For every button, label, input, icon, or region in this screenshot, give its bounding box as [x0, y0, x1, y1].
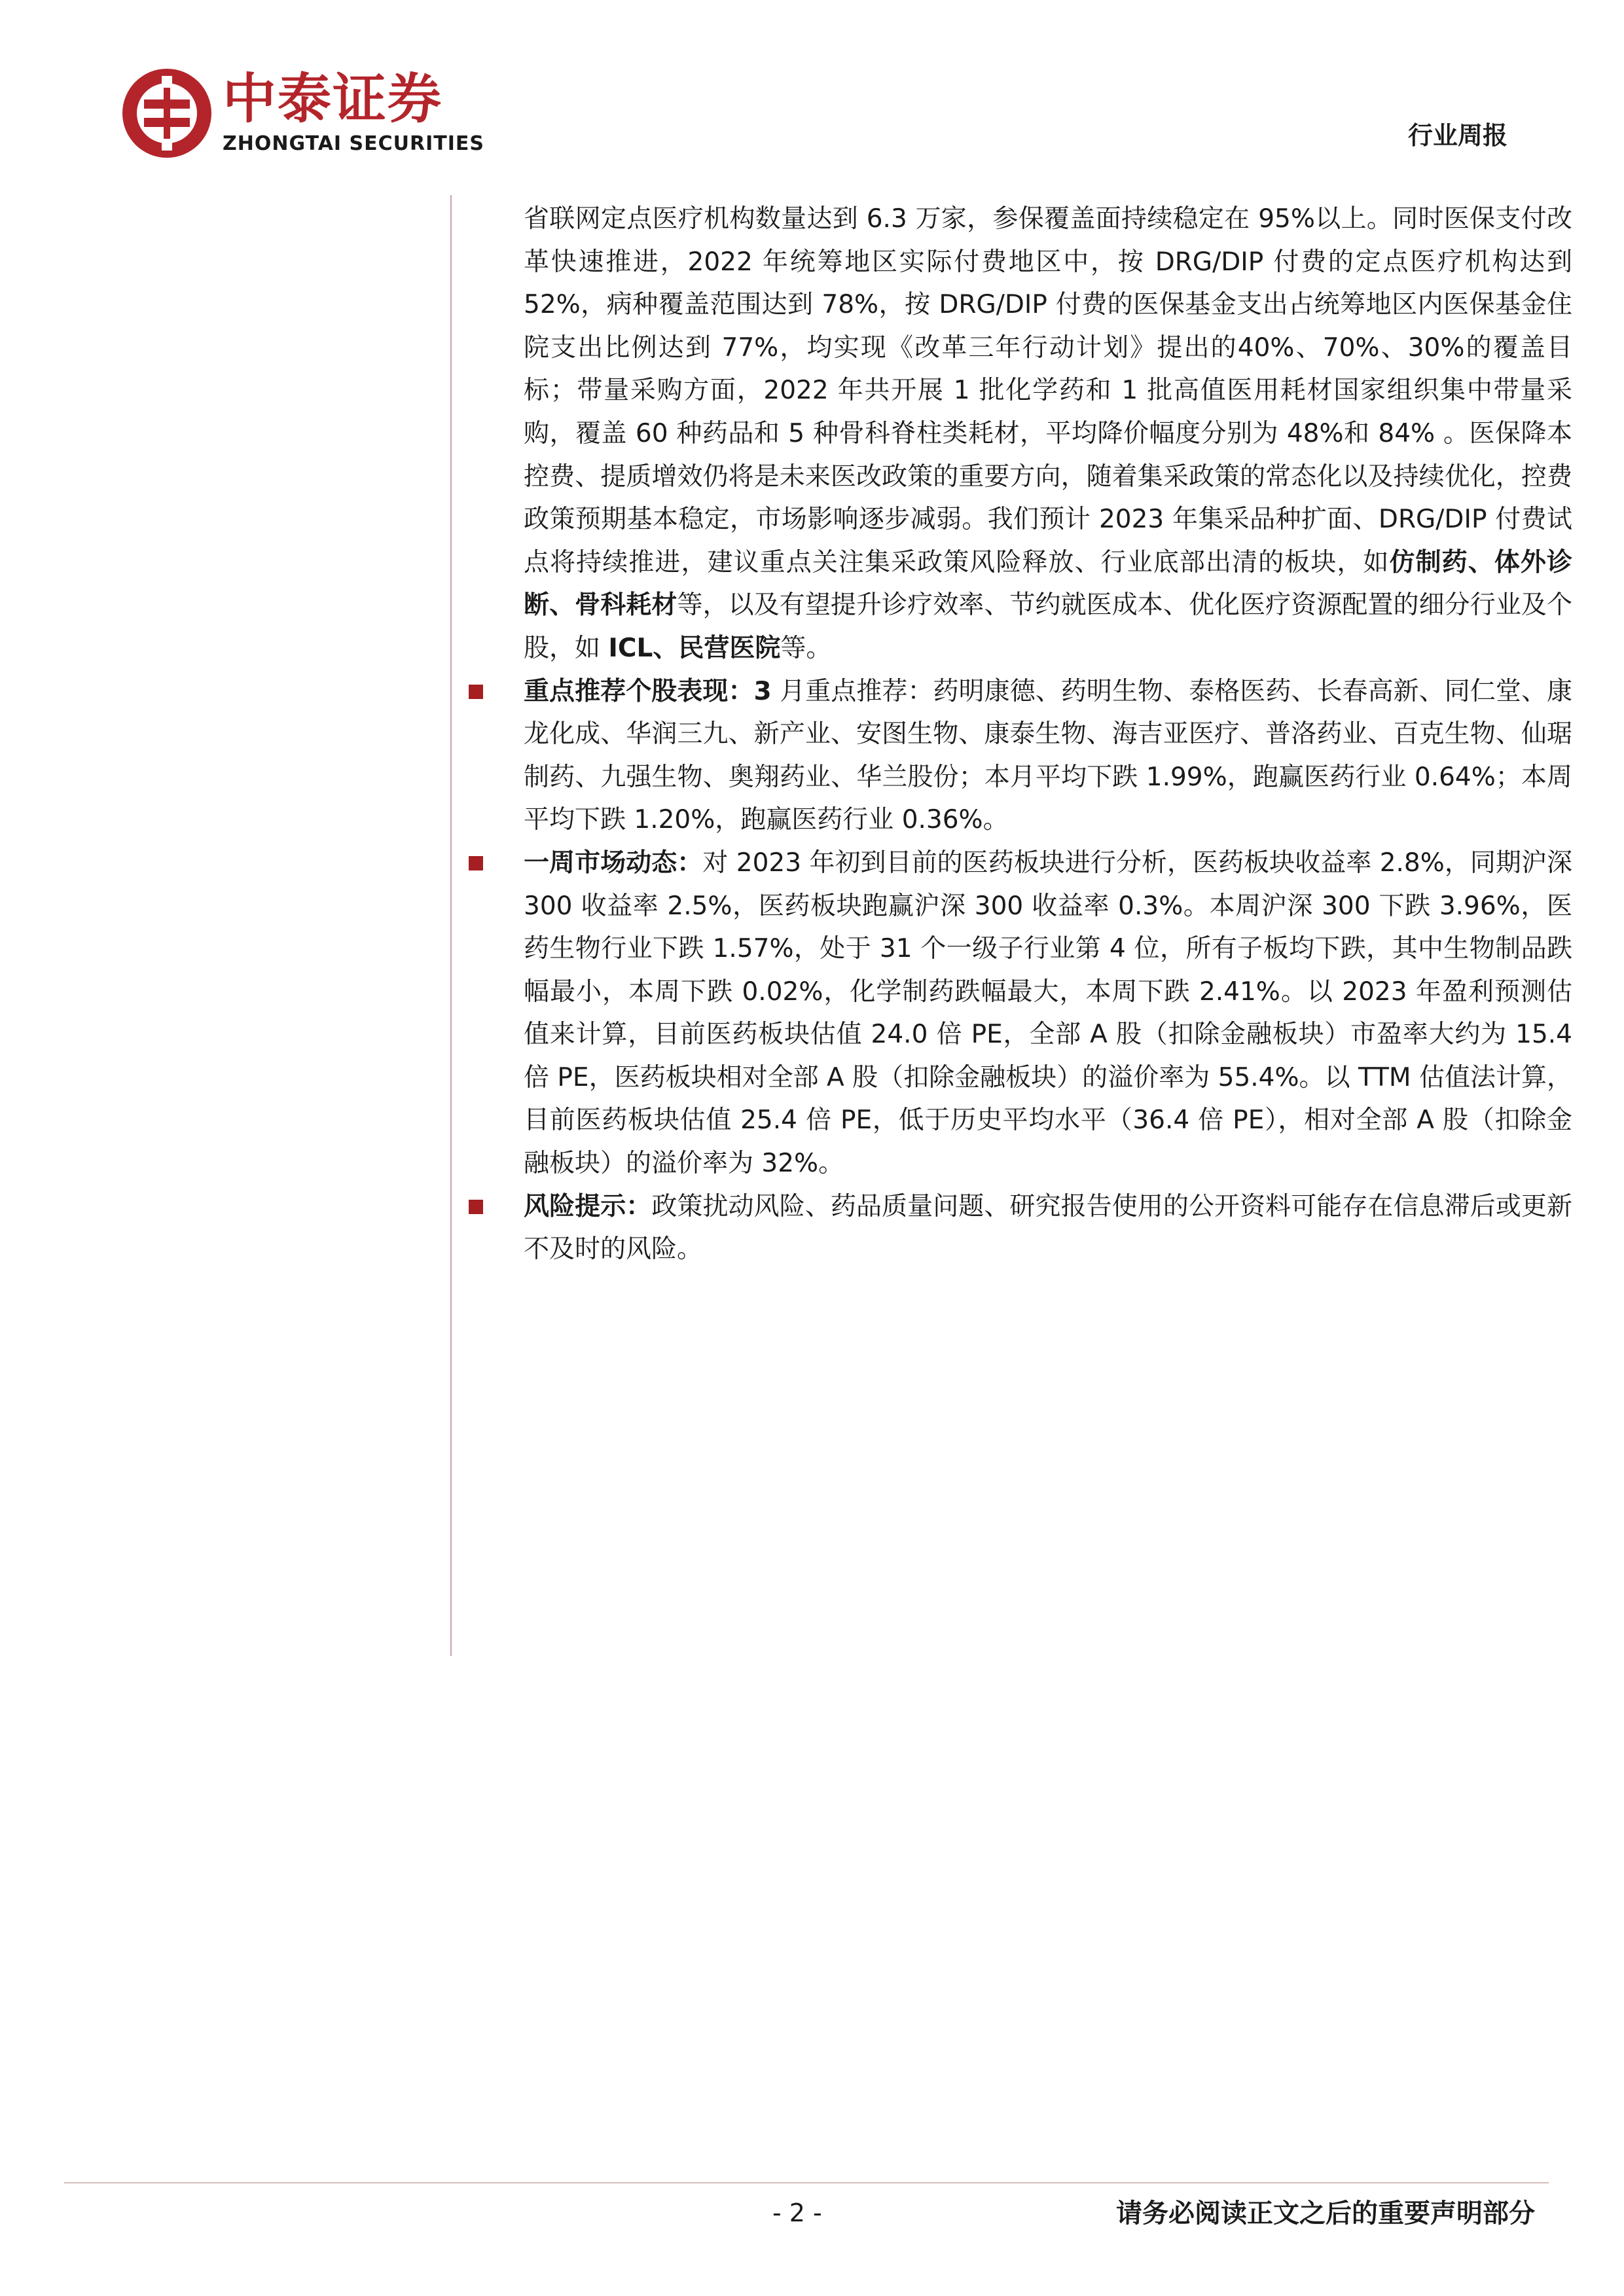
bullet-text: 政策扰动风险、药品质量问题、研究报告使用的公开资料可能存在信息滞后或更新不及时的风险。 — [524, 1191, 1572, 1265]
main-content — [524, 198, 1572, 1271]
bullet-label: 一周市场动态： — [524, 848, 703, 878]
logo-chinese-name: 中泰证券 — [223, 68, 443, 130]
policy-text-continued: 等，以及有望提升诊疗效率、节约就医成本、优化医疗资源配置的细分行业及个股，如 — [524, 590, 1572, 663]
logo-english-name: ZHONGTAI SECURITIES — [223, 132, 484, 155]
zhongtai-logo-icon — [118, 64, 216, 162]
bullet-square-icon — [469, 1200, 483, 1214]
policy-text-end: 等。 — [780, 633, 832, 663]
footer-disclaimer: 请务必阅读正文之后的重要声明部分 — [1116, 2198, 1535, 2229]
highlight-segments: ICL、民营医院 — [608, 633, 781, 663]
report-type: 行业周报 — [1407, 121, 1507, 150]
policy-text: 省联网定点医疗机构数量达到 6.3 万家，参保覆盖面持续稳定在 95%以上。同时医保支付改革快速推进，2022 年统筹地区实际付费地区中，按 DRG/DIP 付费的定点医疗机构达到 52%，病种覆盖范围达到 78%，按 DRG/DIP 付费的医保基金支出占统筹地区内医保基金住院支出比例达到 77%，均实现《改革三年行动计划》提出的40%、70%、30%的覆盖目标；带量采购方面，2022 年共开展 1 批化学药和 1 批高值医用耗材国家组织集中带量采购，覆盖 60 种药品和 5 种骨科脊柱类耗材，平均降价幅度分别为 48%和 84% 。医保降本控费、提质增效仍将是未来医改政策的重要方向，随着集采政策的常态化以及持续优化，控费政策预期基本稳定，市场影响逐步减弱。我们预计 2023 年集采品种扩面、DRG/DIP 付费试点将持续推进，建议重点关注集采政策风险释放、行业底部出清的板块，如 — [524, 204, 1572, 577]
bullet-market-dynamics — [524, 842, 1572, 1185]
bullet-risk-warning — [524, 1185, 1572, 1271]
page-number: - 2 - — [772, 2198, 822, 2227]
bullet-label: 重点推荐个股表现：3 — [524, 676, 772, 706]
company-logo — [118, 64, 511, 162]
highlight-sectors: 仿制药、体外诊断、骨科耗材 — [524, 547, 1572, 620]
paragraph-policy — [524, 198, 1572, 670]
bullet-square-icon — [469, 685, 483, 699]
bullet-text: 对 2023 年初到目前的医药板块进行分析，医药板块收益率 2.8%，同期沪深 300 收益率 2.5%，医药板块跑赢沪深 300 收益率 0.3%。本周沪深 300 下跌 3.96%，医药生物行业下跌 1.57%，处于 31 个一级子行业第 4 位，所有子板均下跌，其中生物制品跌幅最小，本周下跌 0.02%，化学制药跌幅最大，本周下跌 2.41%。以 2023 年盈利预测估值来计算，目前医药板块估值 24.0 倍 PE，全部 A 股（扣除金融板块）市盈率大约为 15.4 倍 PE，医药板块相对全部 A 股（扣除金融板块）的溢价率为 55.4%。以 TTM 估值法计算，目前医药板块估值 25.4 倍 PE，低于历史平均水平（36.4 倍 PE），相对全部 A 股（扣除金融板块）的溢价率为 32%。 — [524, 848, 1572, 1179]
bullet-recommended-stocks — [524, 670, 1572, 842]
bullet-label: 风险提示： — [524, 1191, 652, 1221]
bullet-square-icon — [469, 856, 483, 870]
bullet-text: 月重点推荐：药明康德、药明生物、泰格医药、长春高新、同仁堂、康龙化成、华润三九、新产业、安图生物、康泰生物、海吉亚医疗、普洛药业、百克生物、仙琚制药、九强生物、奥翔药业、华兰股份；本月平均下跌 1.99%，跑赢医药行业 0.64%；本周平均下跌 1.20%，跑赢医药行业 0.36%。 — [524, 676, 1573, 835]
margin-divider — [450, 195, 452, 1656]
footer-divider — [64, 2182, 1549, 2183]
